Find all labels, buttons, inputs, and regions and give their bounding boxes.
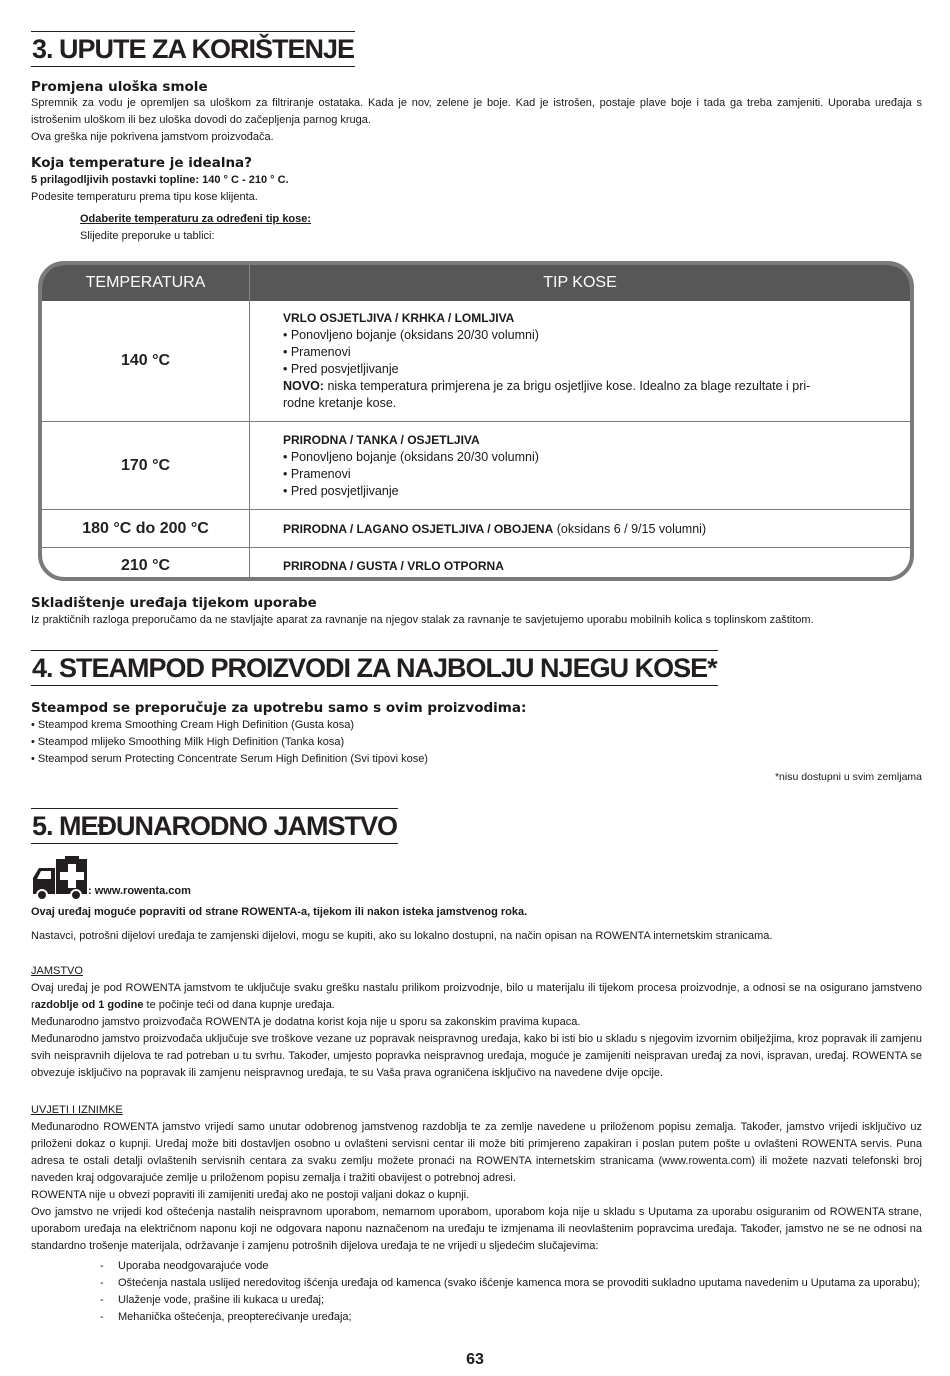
section-4-title: 4. STEAMPOD PROIZVODI ZA NAJBOLJU NJEGU KOSE* (31, 650, 718, 686)
list-item: • Steampod mlijeko Smoothing Milk High Definition (Tanka kosa) (31, 736, 345, 748)
temp-adjust: Podesite temperaturu prema tipu kose klijenta. (31, 191, 258, 203)
resin-heading: Promjena uloška smole (31, 79, 208, 95)
row-temperature: 180 °C do 200 °C (42, 510, 250, 548)
list-item: - Mehanička oštećenja, preopterećivanje uređaja; (100, 1309, 922, 1326)
section-5-title: 5. MEĐUNARODNO JAMSTVO (31, 808, 398, 844)
row-temperature: 170 °C (42, 422, 250, 510)
hair-type-extra: (oksidans 6 / 9/15 volumni) (553, 521, 707, 536)
header-temperature: TEMPERATURA (42, 265, 250, 301)
products-heading: Steampod se preporučuje za upotrebu samo s ovim proizvodima: (31, 700, 527, 716)
conditions-paragraph-1: Međunarodno ROWENTA jamstvo vrijedi samo unutar odobrenog jamstvenog razdoblja te za zemlje navedene u priloženom popisu zemalja. Također, jamstvo vrijedi isključivo uz priloženi dokaz o kupnji. Uređaj može biti dostavljen osobno u ovlašteni servisni centar ili može biti primjereno zapakiran i poslan putem pošte u ovlašteni ROWENTA servis. Puna adresa te ostali detalji ovlaštenih servisnih centara za svaku zemlju možete pronaći na ROWENTA internetskim stranicama (www.rowenta.com) ili možete nazvati telefonski broj naveden kraj odgovarajuće zemlje u priloženom popisu zemalja i tražiti obavijest o potrebnoj adresi. (31, 1121, 922, 1184)
follow-label: Slijedite preporuke u tablici: (80, 230, 215, 242)
new-note-2: rodne kretanje kose. (283, 396, 397, 410)
table-row (42, 509, 910, 548)
storage-heading: Skladištenje uređaja tijekom uporabe (31, 595, 317, 611)
table-row (42, 301, 910, 421)
row-hair-type (283, 548, 896, 581)
warranty-text: te počinje teći od dana kupnje uređaja. (143, 999, 335, 1011)
conditions-paragraph-2: ROWENTA nije u obvezi popraviti ili zamijeniti uređaj ako ne postoji valjani dokaz o kupnji. (31, 1189, 470, 1201)
hair-type-title: VRLO OSJETLJIVA / KRHKA / LOMLJIVA (283, 311, 515, 325)
page-number: 63 (466, 1351, 484, 1368)
hair-type-title: PRIRODNA / TANKA / OSJETLJIVA (283, 433, 480, 447)
row-hair-type (283, 301, 896, 421)
ambulance-service-icon (31, 856, 88, 901)
list-item: • Steampod serum Protecting Concentrate Serum High Definition (Svi tipovi kose) (31, 753, 428, 765)
temp-heading: Koja temperature je idealna? (31, 155, 252, 171)
header-hair-type: TIP KOSE (543, 274, 617, 291)
select-temp-text (80, 211, 680, 245)
hair-type-title: PRIRODNA / GUSTA / VRLO OTPORNA (283, 558, 504, 573)
table-row (42, 547, 910, 581)
warranty-text: Ovaj uređaj je pod ROWENTA jamstvom te uključuje svaku grešku nastalu prilikom proizvodnje, bilo u materijalu ili tijekom procesa proizvodnje, a odnosi se na osigurano jamstveno r (31, 982, 922, 1011)
hair-type-item: • Pred posvjetljivanje (283, 484, 399, 498)
availability-footnote: *nisu dostupni u svim zemljama (774, 771, 922, 783)
select-label: Odaberite temperaturu za određeni tip kose: (80, 213, 312, 225)
hair-type-item: • Pramenovi (283, 345, 351, 359)
row-temperature: 210 °C (42, 548, 250, 581)
new-note (283, 378, 896, 395)
product-list (31, 717, 428, 768)
hair-type-item: • Ponovljeno bojanje (oksidans 20/30 volumni) (283, 328, 539, 342)
table-header (42, 265, 910, 301)
warranty-paragraph-2: Međunarodno jamstvo proizvođača ROWENTA je dodatna korist koja nije u sporu sa zakonskim pravima kupaca. (31, 1016, 581, 1028)
hair-type-line (283, 521, 896, 538)
new-text: niska temperatura primjerena je za brigu osjetljive kose. Idealno za blage rezultate i pri- (323, 379, 811, 393)
resin-text-2: Ova greška nije pokrivena jamstvom proizvođača. (31, 131, 274, 143)
conditions-paragraph-3: Ovo jamstvo ne vrijedi kod oštećenja nastalih neispravnom uporabom, nemarnom uporabom, uporabom koja nije u skladu s Uputama za uporabu osiguranim od ROWENTA strane, uporabom uređaja na električnom naponu koji ne odgovara naponu naznačenom na uređaju te izmjenama ili neovlaštenim popravcima uređaja. Također, jamstvo ne se ne odnosi na standardno trošenje materijala, održavanje i zamjenu potrošnih dijelova uređaja te ne vrijedi u sljedećim slučajevima: (31, 1206, 922, 1252)
exclusions-list (100, 1258, 922, 1326)
warranty-block (31, 963, 922, 1082)
resin-text-1: Spremnik za vodu je opremljen sa uloškom za filtriranje ostataka. Kada je nov, zelene je boje. Kad je istrošen, postaje plave boje i tada ga treba zamjeniti. Uporaba uređaja s istrošenim uloškom ili bez uloška dovodi do začepljenja parnog kruga. (31, 97, 922, 126)
temp-text (31, 172, 922, 206)
repair-note: Ovaj uređaj moguće popraviti od strane ROWENTA-a, tijekom ili nakon isteka jamstvenog roka. (31, 906, 528, 918)
warranty-paragraph-3: Međunarodno jamstvo proizvođača uključuje sve troškove vezane uz popravak neispravnog uređaja, kako bi isti bio u skladu s njegovim izvornim obilježjima, kroz popravak ili zamjenu svih neispravnih dijelova te rad potreban u tu svrhu. Također, umjesto popravka neispravnog uređaja, moguće je zamijeniti neispravan uređaj za novi, ispravan, uređaj. ROWENTA se obvezuje isključivo na popravak ili zamjenu neispravnog uređaja, te su Vaša prava ograničena isključivo na navedene dvije opcije. (31, 1033, 922, 1079)
resin-text (31, 95, 922, 146)
table-row (42, 421, 910, 510)
list-item: - Oštećenja nastala uslijed neredovitog išćenja uređaja od kamenca (svako išćenje kamenca mora se provoditi sukladno uputama navedenim u Uputama za uporabu); (100, 1275, 922, 1292)
warranty-paragraph-1 (31, 980, 922, 1014)
conditions-heading: UVJETI I IZNIMKE (31, 1104, 123, 1116)
warranty-heading: JAMSTVO (31, 965, 83, 977)
warranty-period: azdoblje od 1 godine (34, 999, 144, 1011)
temp-settings: 5 prilagodljivih postavki topline: 140 ° C - 210 ° C. (31, 174, 289, 186)
temperature-table (38, 261, 914, 581)
conditions-block (31, 1102, 922, 1255)
hair-type-item: • Pramenovi (283, 467, 351, 481)
hair-type-title: PRIRODNA / LAGANO OSJETLJIVA / OBOJENA (283, 521, 554, 536)
row-temperature: 140 °C (42, 301, 250, 421)
service-url: : www.rowenta.com (88, 885, 191, 897)
new-label: NOVO: (283, 379, 324, 393)
section-3-title: 3. UPUTE ZA KORIŠTENJE (31, 31, 355, 67)
hair-type-item: • Pred posvjetljivanje (283, 362, 399, 376)
row-hair-type (283, 422, 896, 510)
list-item: - Ulaženje vode, prašine ili kukaca u uređaj; (100, 1292, 922, 1309)
storage-text: Iz praktičnih razloga preporučamo da ne stavljajte aparat za ravnanje na njegov stalak za ravnanje te savjetujemo uporabu mobilnih kolica s toplinskom zaštitom. (31, 614, 814, 626)
hair-type-item: • Ponovljeno bojanje (oksidans 20/30 volumni) (283, 450, 539, 464)
parts-note: Nastavci, potrošni dijelovi uređaja te zamjenski dijelovi, mogu se kupiti, ako su lokalno dostupni, na način opisan na ROWENTA internetskim stranicama. (31, 930, 773, 942)
row-hair-type (283, 510, 896, 548)
list-item: • Steampod krema Smoothing Cream High Definition (Gusta kosa) (31, 719, 354, 731)
list-item: - Uporaba neodgovarajuće vode (100, 1258, 922, 1275)
